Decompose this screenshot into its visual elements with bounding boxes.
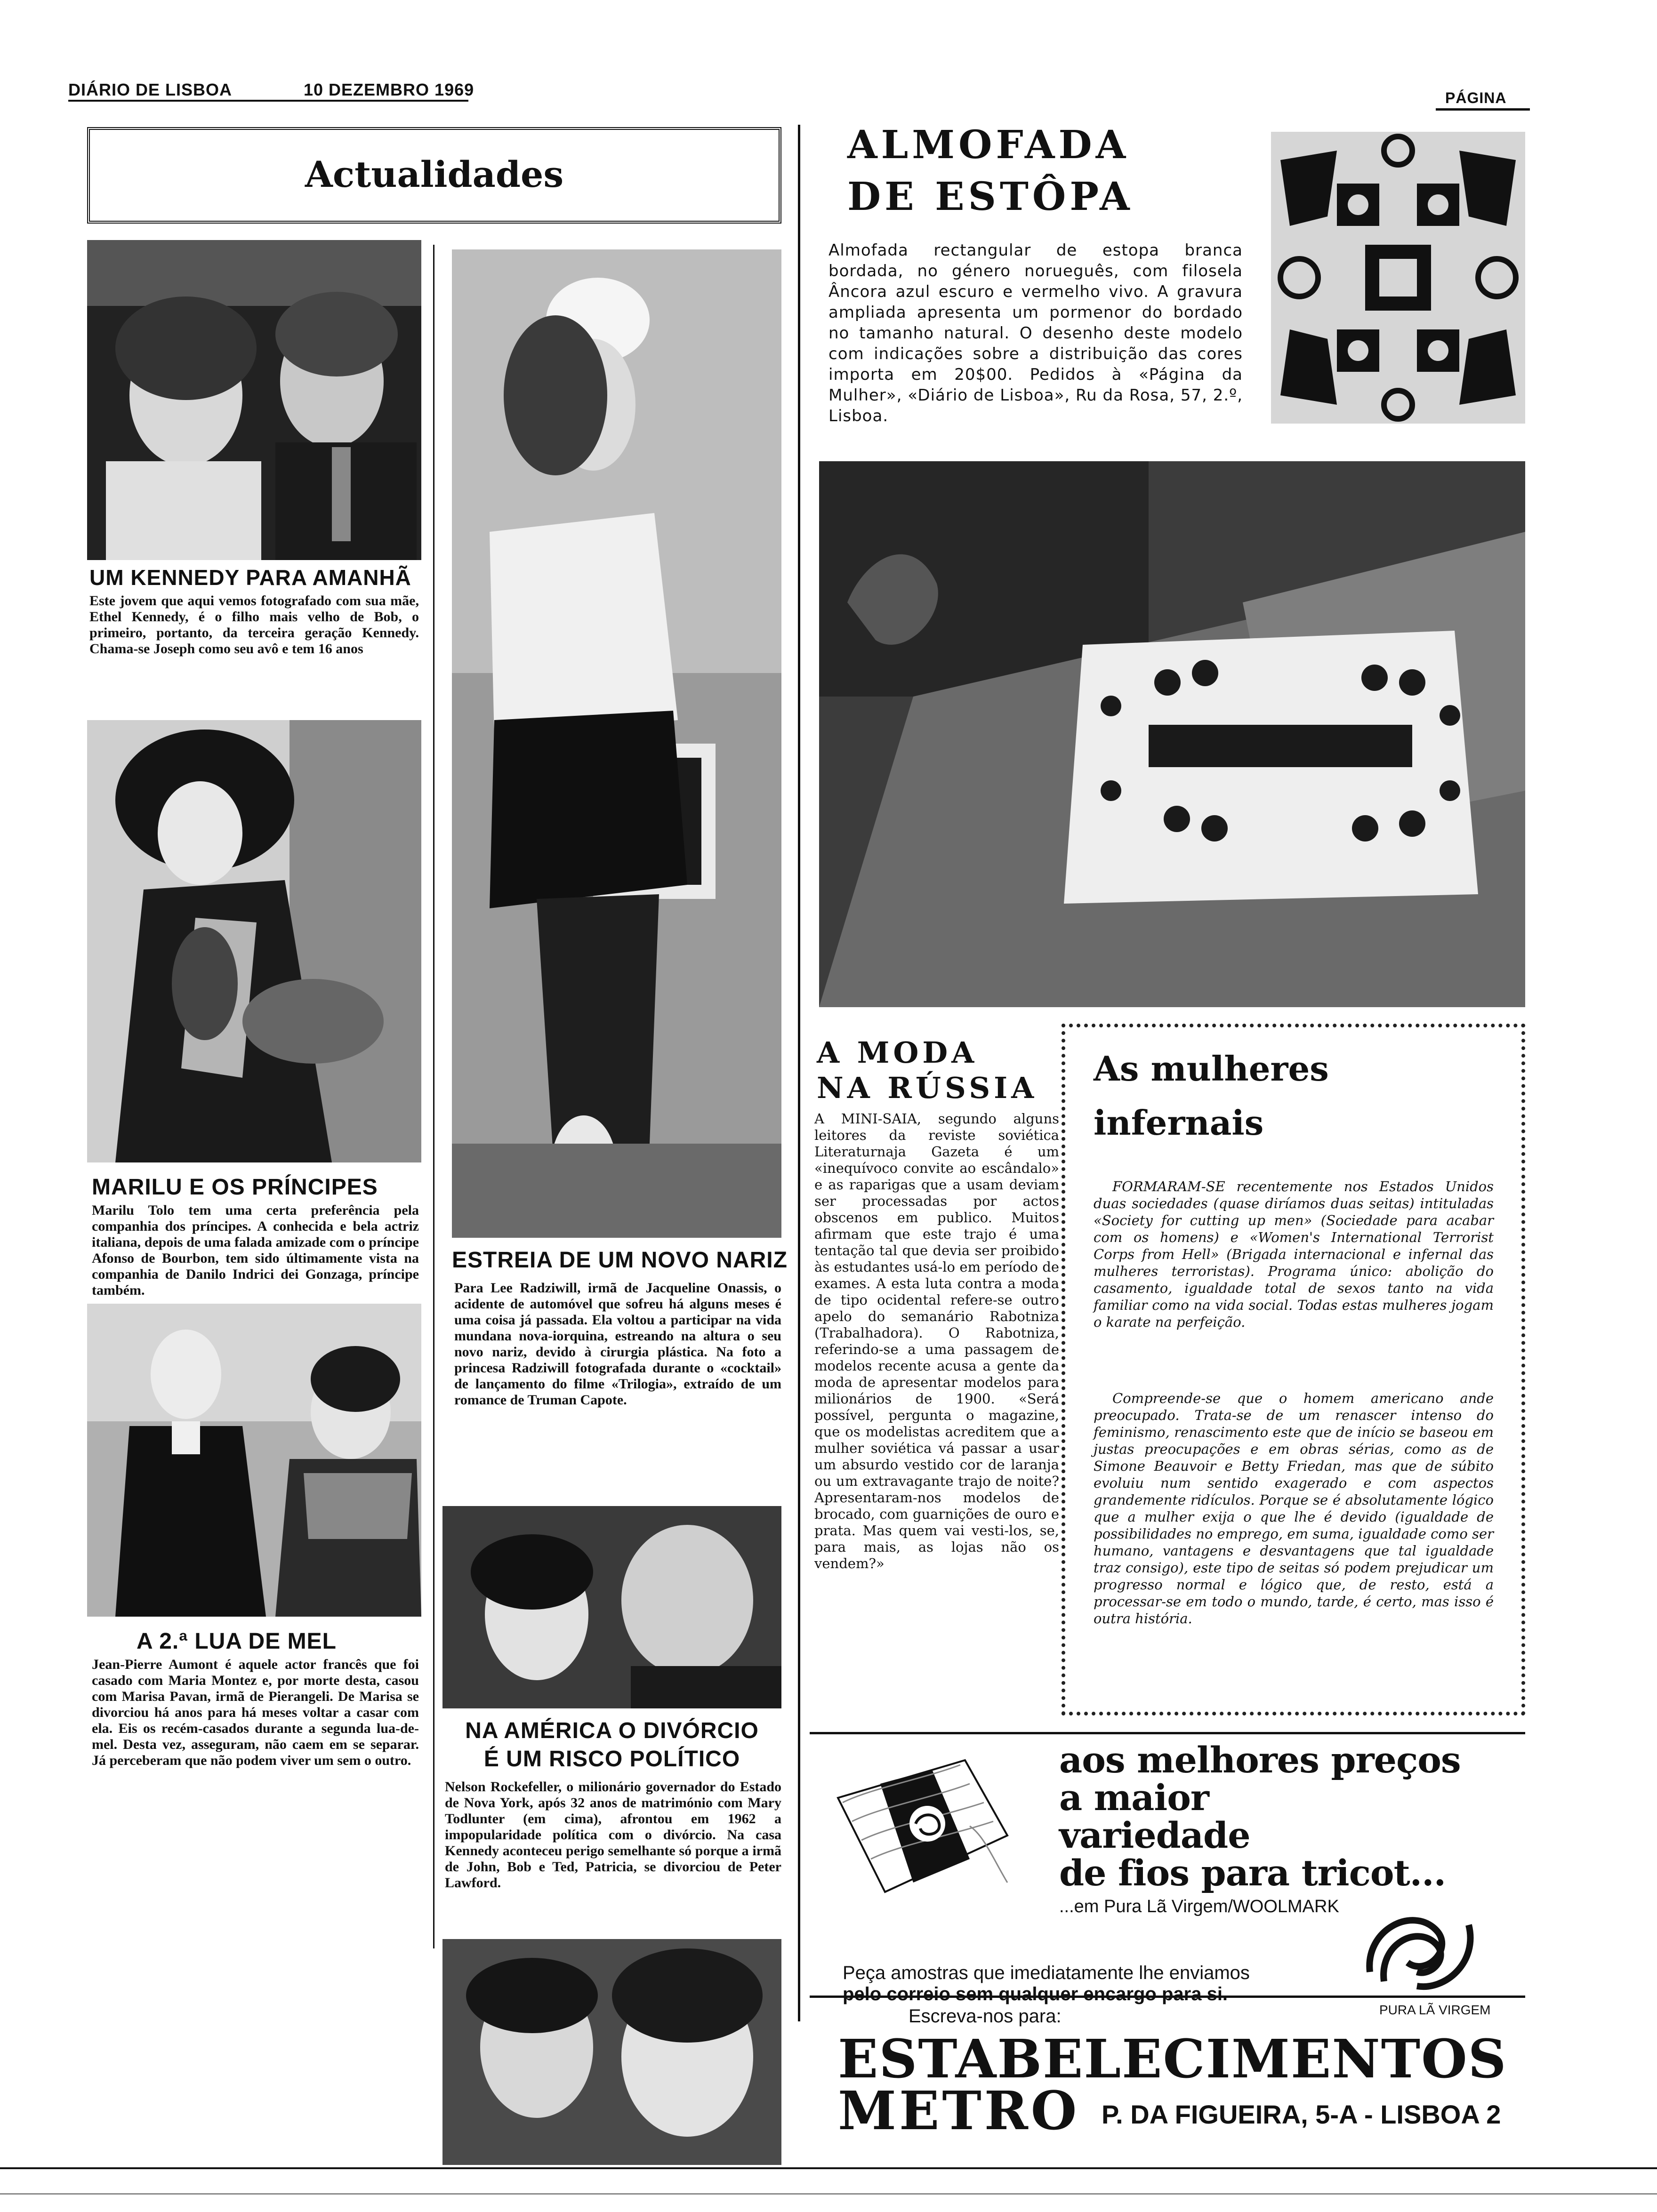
moda-headline-1: A MODA [817, 1035, 978, 1070]
mulheres-para-1: FORMARAM-SE recentemente nos Estados Unidos duas sociedades (quase diríamos duas seitas) intituladas «Society for cutting up men» (Sociedade para acabar com os homens) e «Women's International Terrorist Corps from Hell» (Brigada internacional e infernal das mulheres terroristas). Programa único: abolição do casamento, igualdade total de sexos tanto na vida familiar como na vida social. Todas estas mulheres jogam o karate na perfeição. [1094, 1178, 1494, 1330]
divorcio-headline-2: É UM RISCO POLÍTICO [483, 1747, 740, 1771]
divorcio-body: Nelson Rockefeller, o milionário governador do Estado de Nova York, após 32 anos de matrimónio com Mary Todlunter (em cima), afrontou em 1962 a impopularidade política com o divórcio. Na casa Kennedy aconteceu perigo semelhante só porque a irmã de John, Bob e Ted, Patricia, se divorciou de Peter Lawford. [445, 1779, 781, 1891]
nariz-body: Para Lee Radziwill, irmã de Jacqueline Onassis, o acidente de automóvel que sofreu há alguns meses é uma coisa já passada. Ela voltou a participar na vida mundana nova-iorquina, estreando na altura o seu novo nariz, devido à cirurgia plástica. Na foto a princesa Radziwill fotografada durante o «cocktail» de lançamento do filme «Trilogia», extraído de um romance de Truman Capote. [454, 1280, 781, 1408]
mulheres-headline-2: infernais [1094, 1103, 1264, 1143]
advert-address: P. DA FIGUEIRA, 5-A - LISBOA 2 [1102, 2100, 1501, 2129]
rockefeller-photo [442, 1506, 781, 1708]
left-edge-rule [0, 2193, 1657, 2195]
marilu-body: Marilu Tolo tem uma certa preferência pela companhia dos príncipes. A conhecida e bela actriz italiana, depois de uma falada amizade com o príncipe Afonso de Bourbon, tem sido últimamente vista na companhia de Danilo Indrici dei Gonzaga, príncipe também. [92, 1202, 419, 1298]
almofada-body: Almofada rectangular de estopa branca bordada, no género norueguês, com filosela Âncora azul escuro e vermelho vivo. A gravura ampliada apresenta um pormenor do bordado no tamanho natural. O desenho deste modelo com indicações sobre a distribuição das cores importa em 20$00. Pedidos à «Página da Mulher», «Diário de Lisboa», Ru da Rosa, 57, 2.º, Lisboa. [828, 241, 1243, 425]
kennedy-body: Este jovem que aqui vemos fotografado com sua mãe, Ethel Kennedy, é o filho mais velho de Bob, o primeiro, portanto, da terceira geração Kennedy. Chama-se Joseph como seu avô e tem 16 anos [89, 593, 419, 657]
advert-company-1: ESTABELECIMENTOS [838, 2028, 1507, 2090]
paper-name: DIÁRIO DE LISBOA [68, 80, 233, 99]
column-rule-left [798, 125, 800, 2021]
issue-date: 10 DEZEMBRO 1969 [304, 80, 475, 99]
marilu-photo [87, 720, 421, 1162]
radziwill-photo [452, 249, 781, 1238]
advert-sub: ...em Pura Lã Virgem/WOOLMARK [1059, 1897, 1339, 1916]
advert-write: Escreva-nos para: [909, 2006, 1062, 2027]
section-title-box [87, 127, 781, 224]
kennedy-headline: UM KENNEDY PARA AMANHÃ [89, 565, 411, 590]
masthead-rule [68, 100, 468, 102]
lua-de-mel-headline: A 2.ª LUA DE MEL [137, 1629, 337, 1654]
advert-line-3: variedade [1059, 1814, 1250, 1856]
advert-offer-1: Peça amostras que imediatamente lhe enviamos [843, 1963, 1250, 1983]
almofada-headline-1: ALMOFADA [847, 122, 1130, 168]
advert-line-1: aos melhores preços [1059, 1739, 1461, 1781]
yarn-ball-illustration [828, 1741, 1026, 1911]
embroidery-detail [1271, 132, 1525, 424]
advert-top-rule [810, 1732, 1525, 1734]
marilu-headline: MARILU E OS PRÍNCIPES [92, 1175, 378, 1200]
moda-headline-2: NA RÚSSIA [817, 1071, 1038, 1105]
lua-de-mel-body: Jean-Pierre Aumont é aquele actor francês que foi casado com Maria Montez e, por morte desta, casou com Marisa Pavan, irmã de Pierangeli. De Marisa se divorciou há anos para há meses voltar a casar com ela. Eis os recém-casados durante a segunda lua-de-mel. Desta vez, asseguram, não caem em se separar. Já perceberam que não podem viver um sem o outro. [92, 1657, 419, 1768]
mulheres-box [1062, 1024, 1525, 1715]
masthead-rule-right [1436, 108, 1530, 111]
kennedy-photo [87, 240, 421, 560]
mulheres-para-2: Compreende-se que o homem americano ande preocupado. Trata-se de um renascer intenso do feminismo, renascimento este que de início se baseou em justas preocupações e em obras sérias, como as de Simone Beauvoir e Betty Friedan, mas que de súbito evoluiu num sentido exagerado e com aspectos grandemente ridículos. Porque se é absolutamente lógico que a mulher exija o que lhe é devido (igualdade de possibilidades no emprego, em suma, igualdade como ser humano, vantagens e desvantagens que tal igualdade traz consigo), este tipo de seitas só podem prejudicar um progresso normal e lógico que, de resto, está a processar-se em todo o mundo, tarde, é certo, mas isso é outra história. [1094, 1390, 1494, 1627]
column-rule-mid [433, 245, 434, 1948]
page-label: PÁGINA [1445, 89, 1507, 106]
divorcio-headline-1: NA AMÉRICA O DIVÓRCIO [465, 1718, 759, 1743]
almofada-headline-2: DE ESTÔPA [847, 174, 1134, 219]
cushion-photo [819, 461, 1525, 1007]
lua-de-mel-photo [87, 1304, 421, 1617]
advert-line-2: a maior [1059, 1777, 1209, 1819]
section-title: Actualidades [305, 153, 564, 195]
mulheres-headline-1: As mulheres [1094, 1049, 1329, 1089]
advert-company-2: METRO [838, 2080, 1080, 2142]
woolmark-logo [1356, 1901, 1483, 1996]
nariz-headline: ESTREIA DE UM NOVO NARIZ [452, 1248, 788, 1273]
kennedy-family-photo [442, 1939, 781, 2165]
advert-line-4: de fios para tricot... [1059, 1852, 1446, 1894]
bottom-rule [0, 2167, 1657, 2169]
moda-body: A MINI-SAIA, segundo alguns leitores da reviste soviética Literaturnaja Gazeta é um «inequívoco convite ao escândalo» e as raparigas que a usam deviam ser processadas por actos obscenos em publico. Muitos afirmam que este trajo é uma tentação tal que devia ser proibido às estudantes usá-lo em período de exames. A esta luta contra a moda de tipo ocidental refere-se outro apelo do semanário Rabotniza (Trabalhadora). O Rabotniza, referindo-se a uma passagem de modelos recente acusa a gente da moda de apresentar modelos para milionários de 1900. «Será possível, pergunta o magazine, que os modelistas acreditem que a mulher soviética vá passar a usar um absurdo vestido cor de laranja ou um extravagante trajo de noite? Apresentaram-nos modelos de brocado, com guarnições de ouro e prata. Mas quem vai vesti-los, se, para mais, as lojas não os vendem?» [814, 1111, 1059, 1571]
woolmark-label: PURA LÃ VIRGEM [1379, 2003, 1491, 2017]
advert-offer-2: pelo correio sem qualquer encargo para si. [843, 1984, 1228, 2004]
